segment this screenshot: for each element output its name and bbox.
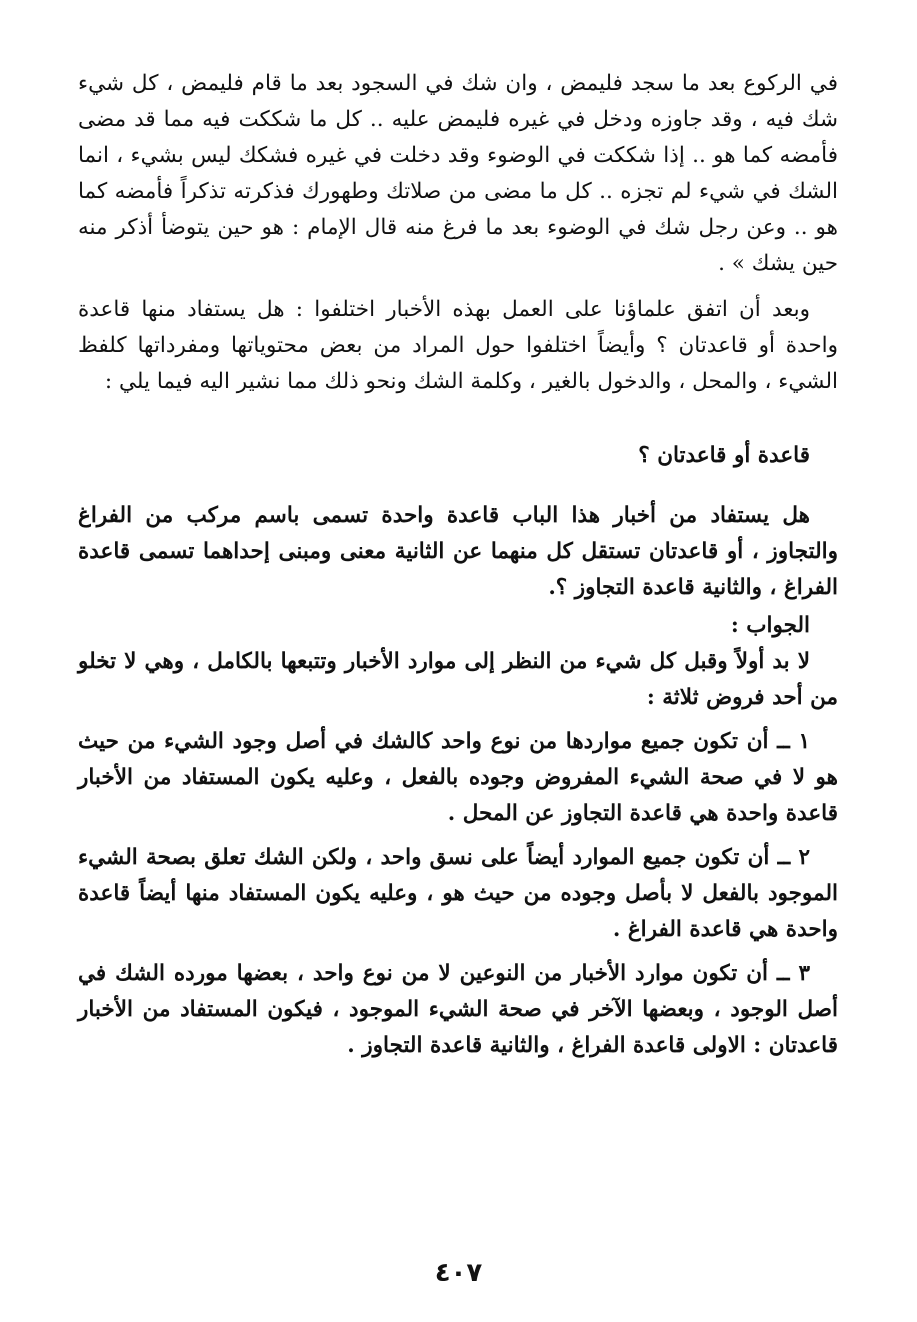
opening-paragraph: في الركوع بعد ما سجد فليمض ، وان شك في السجود بعد ما قام فليمض ، كل شيء شك فيه ، وقد جاوزه ودخل في غيره فليمض عليه .. كل ما شككت فيه مما قد مضى فأمضه كما هو .. إذا شككت في الوضوء وقد دخلت في غيره فشكك ليس بشيء ، انما الشك في شيء لم تجزه .. كل ما مضى من صلاتك وطهورك فذكرته تذكراً فأمضه كما هو .. وعن رجل شك في الوضوء بعد ما فرغ منه قال الإمام : هو حين يتوضأ أذكر منه حين يشك » .: [78, 71, 838, 276]
page-body: [78, 66, 838, 1072]
assumption-item-2: ٢ ــ أن تكون جميع الموارد أيضاً على نسق واحد ، ولكن الشك تعلق بصحة الشيء الموجود بالفعل لا بأصل وجوده من حيث هو ، وعليه يكون المستفاد منها أيضاً قاعدة واحدة هي قاعدة الفراغ .: [78, 845, 838, 942]
disagreement-paragraph: وبعد أن اتفق علماؤنا على العمل بهذه الأخبار اختلفوا : هل يستفاد منها قاعدة واحدة أو قاعدتان ؟ وأيضاً اختلفوا حول المراد من بعض محتوياتها ومفرداتها كلفظ الشيء ، والمحل ، والدخول بالغير ، وكلمة الشك ونحو ذلك مما نشير اليه فيما يلي :: [78, 297, 838, 394]
assumption-item-1: ١ ــ أن تكون جميع مواردها من نوع واحد كالشك في أصل وجود الشيء من حيث هو لا في صحة الشيء المفروض وجوده بالفعل ، وعليه يكون المستفاد من الأخبار قاعدة واحدة هي قاعدة التجاوز عن المحل .: [78, 729, 838, 826]
page-number: ٤٠٧: [434, 1258, 483, 1288]
answer-label: الجواب :: [730, 613, 810, 638]
answer-paragraph: لا بد أولاً وقبل كل شيء من النظر إلى موارد الأخبار وتتبعها بالكامل ، وهي لا تخلو من أحد فروض ثلاثة :: [78, 649, 838, 710]
question-paragraph: هل يستفاد من أخبار هذا الباب قاعدة واحدة تسمى باسم مركب من الفراغ والتجاوز ، أو قاعدتان تستقل كل منهما عن الثانية معنى ومبنى إحداهما تسمى قاعدة الفراغ ، والثانية قاعدة التجاوز ؟.: [78, 503, 838, 600]
assumption-item-3: ٣ ــ أن تكون موارد الأخبار من النوعين لا من نوع واحد ، بعضها مورده الشك في أصل الوجود ، وبعضها الآخر في صحة الشيء الموجود ، فيكون المستفاد من الأخبار قاعدتان : الاولى قاعدة الفراغ ، والثانية قاعدة التجاوز .: [78, 961, 838, 1058]
section-heading: قاعدة أو قاعدتان ؟: [638, 443, 810, 468]
